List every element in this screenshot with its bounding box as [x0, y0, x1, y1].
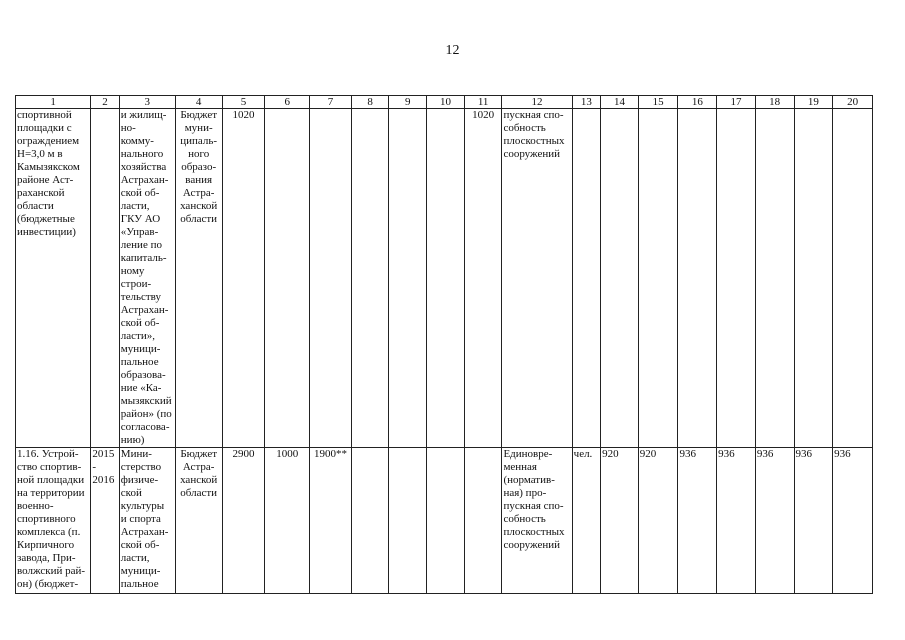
- value-cell: 1000: [265, 448, 310, 594]
- indicator-value-cell: [601, 109, 639, 448]
- page-number: 12: [445, 43, 460, 58]
- column-number: 1: [16, 96, 91, 109]
- column-number: 4: [175, 96, 222, 109]
- header-row: [16, 96, 873, 109]
- indicator-value-cell: 936: [755, 448, 794, 594]
- value-cell: 1020: [464, 109, 502, 448]
- column-number: 3: [119, 96, 175, 109]
- column-number: 20: [833, 96, 873, 109]
- column-number: 13: [572, 96, 600, 109]
- value-cell: [464, 448, 502, 594]
- value-cell: [389, 109, 427, 448]
- table-row: [16, 109, 873, 448]
- indicator-cell: пускная спо- собность плоскостных сооружений: [502, 109, 572, 448]
- indicator-value-cell: [794, 109, 833, 448]
- value-cell: [427, 109, 465, 448]
- measure-name-cell: спортивной площадки с ограждением Н=3,0 м в Камызякском районе Аст- раханской области (бюджетные инвестиции): [16, 109, 91, 448]
- executor-cell: Мини- стерство физиче- ской культуры и спорта Астрахан- ской об- ласти, муници- пальное: [119, 448, 175, 594]
- unit-cell: [572, 109, 600, 448]
- indicator-value-cell: [755, 109, 794, 448]
- indicator-value-cell: 920: [638, 448, 678, 594]
- column-number: 15: [638, 96, 678, 109]
- column-number: 11: [464, 96, 502, 109]
- period-cell: 2015- 2016: [91, 448, 119, 594]
- column-number: 10: [427, 96, 465, 109]
- value-cell: [265, 109, 310, 448]
- value-cell: [351, 109, 389, 448]
- indicator-cell: Единовре- менная (норматив- ная) про- пускная спо- собность плоскостных сооружений: [502, 448, 572, 594]
- indicator-value-cell: 936: [717, 448, 756, 594]
- indicator-value-cell: [678, 109, 717, 448]
- funding-source-cell: Бюджет Астра- ханской области: [175, 448, 222, 594]
- period-cell: [91, 109, 119, 448]
- value-cell: 1020: [222, 109, 265, 448]
- indicator-value-cell: 936: [833, 448, 873, 594]
- table-row: [16, 448, 873, 594]
- indicator-value-cell: [638, 109, 678, 448]
- program-table: [15, 95, 873, 594]
- indicator-value-cell: [717, 109, 756, 448]
- column-number: 8: [351, 96, 389, 109]
- column-number: 18: [755, 96, 794, 109]
- indicator-value-cell: 936: [794, 448, 833, 594]
- column-number: 19: [794, 96, 833, 109]
- value-cell: [389, 448, 427, 594]
- indicator-value-cell: 920: [601, 448, 639, 594]
- column-number: 2: [91, 96, 119, 109]
- indicator-value-cell: 936: [678, 448, 717, 594]
- value-cell: 2900: [222, 448, 265, 594]
- column-number: 16: [678, 96, 717, 109]
- measure-name-cell: 1.16. Устрой- ство спортив- ной площадки на территории военно- спортивного комплекса (п. Кирпичного завода, При- волжский рай- он) (бюджет-: [16, 448, 91, 594]
- column-number: 17: [717, 96, 756, 109]
- value-cell: 1900**: [310, 448, 352, 594]
- column-number: 14: [601, 96, 639, 109]
- unit-cell: чел.: [572, 448, 600, 594]
- value-cell: [427, 448, 465, 594]
- value-cell: [351, 448, 389, 594]
- column-number: 7: [310, 96, 352, 109]
- column-number: 5: [222, 96, 265, 109]
- funding-source-cell: Бюджет муни- ципаль- ного образо- вания Астра- ханской области: [175, 109, 222, 448]
- column-number: 12: [502, 96, 572, 109]
- column-number: 9: [389, 96, 427, 109]
- value-cell: [310, 109, 352, 448]
- executor-cell: и жилищ- но- комму- нального хозяйства Астрахан- ской об- ласти, ГКУ АО «Управ- ление по капиталь- ному строи- тельству Астрахан- ской об- ласти», муници- пальное образова- ние «Ка- мызякский район» (по согласова- нию): [119, 109, 175, 448]
- indicator-value-cell: [833, 109, 873, 448]
- column-number: 6: [265, 96, 310, 109]
